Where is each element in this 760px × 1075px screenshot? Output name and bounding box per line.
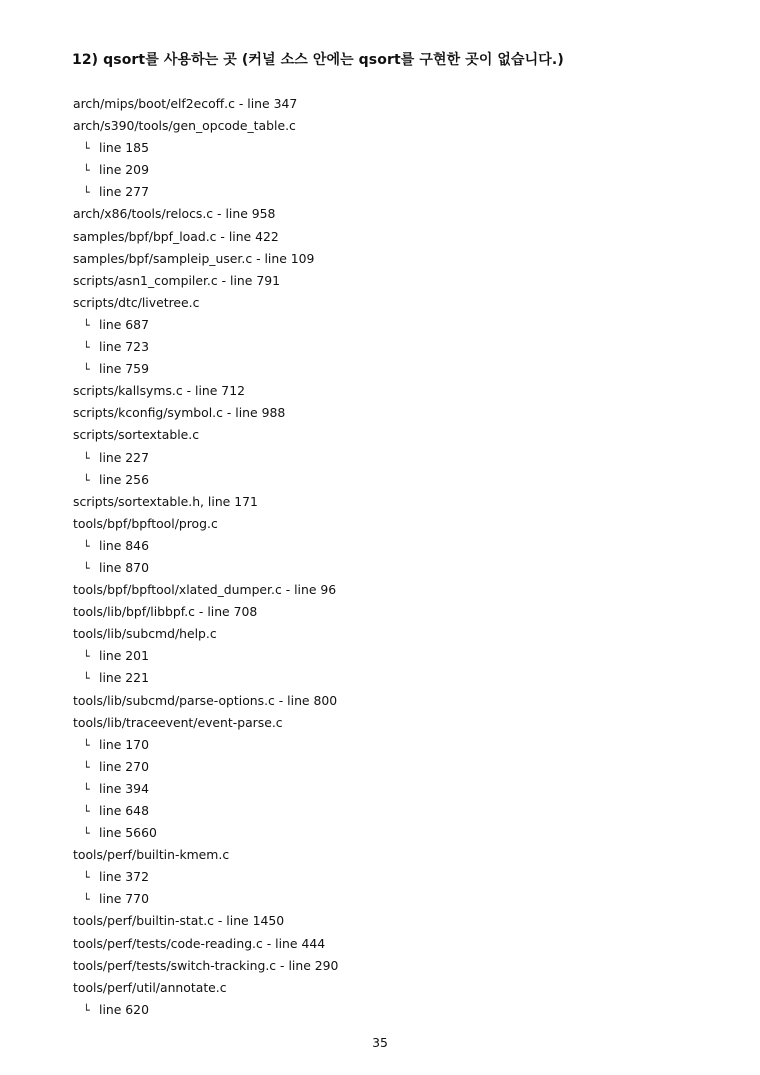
file-path-text: tools/perf/tests/code-reading.c - line 444 [73, 935, 326, 951]
qsort-usage-list [73, 93, 338, 1021]
tree-branch-glyph: └ [83, 341, 90, 355]
file-path-item [73, 424, 338, 446]
file-path-item [73, 248, 338, 270]
line-reference-text: line 759 [99, 361, 149, 377]
line-reference-item [73, 645, 338, 667]
file-path-item [73, 513, 338, 535]
line-reference-item [73, 358, 338, 380]
tree-branch-glyph: └ [83, 539, 90, 553]
file-path-text: samples/bpf/sampleip_user.c - line 109 [73, 250, 315, 266]
file-path-item [73, 402, 338, 424]
file-path-item [73, 115, 338, 137]
tree-branch-glyph: └ [83, 451, 90, 465]
file-path-text: tools/perf/builtin-stat.c - line 1450 [73, 913, 285, 929]
line-reference-item [73, 447, 338, 469]
file-path-item [73, 955, 338, 977]
line-reference-text: line 394 [99, 780, 149, 796]
line-reference-item [73, 667, 338, 689]
file-path-text: tools/perf/tests/switch-tracking.c - line 290 [73, 957, 339, 973]
file-path-item [73, 203, 338, 225]
line-reference-text: line 5660 [99, 825, 157, 841]
file-path-text: samples/bpf/bpf_load.c - line 422 [73, 228, 279, 244]
line-reference-item [73, 336, 338, 358]
file-path-item [73, 380, 338, 402]
file-path-item [73, 712, 338, 734]
file-path-item [73, 844, 338, 866]
tree-branch-glyph: └ [83, 650, 90, 664]
file-path-item [73, 910, 338, 932]
line-reference-item [73, 137, 338, 159]
file-path-item [73, 93, 338, 115]
file-path-item [73, 579, 338, 601]
file-path-text: arch/mips/boot/elf2ecoff.c - line 347 [73, 96, 298, 111]
line-reference-item [73, 181, 338, 203]
file-path-item [73, 226, 338, 248]
tree-branch-glyph: └ [83, 164, 90, 178]
file-path-text: scripts/kconfig/symbol.c - line 988 [73, 405, 286, 421]
line-reference-text: line 372 [99, 869, 149, 885]
page-number: 35 [372, 1035, 388, 1050]
tree-branch-glyph: └ [83, 827, 90, 841]
line-reference-text: line 620 [99, 1001, 149, 1017]
line-reference-item [73, 822, 338, 844]
line-reference-item [73, 778, 338, 800]
line-reference-text: line 270 [99, 758, 149, 774]
file-path-text: arch/x86/tools/relocs.c - line 958 [73, 206, 276, 222]
file-path-item [73, 491, 338, 513]
tree-branch-glyph: └ [83, 782, 90, 796]
tree-branch-glyph: └ [83, 805, 90, 818]
line-reference-text: line 770 [99, 891, 149, 907]
line-reference-item [73, 756, 338, 778]
line-reference-item [73, 159, 338, 181]
line-reference-text: line 846 [99, 537, 149, 553]
file-path-text: tools/perf/util/annotate.c [73, 979, 227, 995]
tree-branch-glyph: └ [83, 760, 90, 774]
section-heading: 12) qsort를 사용하는 곳 (커널 소스 안에는 qsort를 구현한 곳이 없습니다.) [72, 52, 564, 68]
line-reference-text: line 227 [99, 449, 149, 465]
line-reference-item [73, 866, 338, 888]
file-path-item [73, 977, 338, 999]
tree-branch-glyph: └ [83, 142, 90, 156]
file-path-text: tools/lib/bpf/libbpf.c - line 708 [73, 604, 258, 620]
file-path-text: scripts/asn1_compiler.c - line 791 [73, 272, 280, 288]
line-reference-item [73, 535, 338, 557]
tree-branch-glyph: └ [83, 363, 90, 377]
tree-branch-glyph: └ [83, 738, 90, 752]
line-reference-text: line 201 [99, 648, 149, 664]
file-path-text: scripts/sortextable.c [73, 427, 200, 443]
line-reference-item [73, 999, 338, 1021]
line-reference-item [73, 800, 338, 822]
tree-branch-glyph: └ [83, 871, 90, 885]
file-path-text: tools/bpf/bpftool/prog.c [73, 515, 218, 531]
file-path-text: tools/bpf/bpftool/xlated_dumper.c - line 96 [73, 582, 337, 598]
file-path-item [73, 933, 338, 955]
file-path-item [73, 270, 338, 292]
file-path-item [73, 690, 338, 712]
tree-branch-glyph: └ [83, 473, 90, 487]
line-reference-text: line 277 [99, 184, 149, 200]
file-path-text: arch/s390/tools/gen_opcode_table.c [73, 118, 296, 134]
file-path-text: tools/lib/subcmd/parse-options.c - line 800 [73, 692, 338, 708]
file-path-text: scripts/dtc/livetree.c [73, 294, 200, 310]
file-path-text: tools/perf/builtin-kmem.c [73, 847, 230, 863]
tree-branch-glyph: └ [83, 186, 90, 200]
file-path-text: tools/lib/subcmd/help.c [73, 626, 217, 642]
line-reference-text: line 870 [99, 559, 149, 575]
tree-branch-glyph: └ [83, 1003, 90, 1017]
line-reference-item [73, 314, 338, 336]
file-path-text: scripts/sortextable.h, line 171 [73, 493, 258, 509]
file-path-item [73, 623, 338, 645]
line-reference-text: line 170 [99, 736, 149, 752]
line-reference-text: line 256 [99, 471, 149, 487]
tree-branch-glyph: └ [83, 318, 90, 332]
tree-branch-glyph: └ [83, 672, 90, 686]
file-path-text: scripts/kallsyms.c - line 712 [73, 383, 245, 399]
tree-branch-glyph: └ [83, 893, 90, 907]
line-reference-text: line 185 [99, 140, 149, 156]
line-reference-item [73, 557, 338, 579]
file-path-item [73, 292, 338, 314]
line-reference-text: line 723 [99, 339, 149, 355]
line-reference-item [73, 734, 338, 756]
line-reference-text: line 209 [99, 162, 149, 178]
line-reference-text: line 687 [99, 316, 149, 332]
file-path-item [73, 601, 338, 623]
line-reference-text: line 221 [99, 670, 149, 686]
line-reference-text: line 648 [99, 803, 149, 818]
line-reference-item [73, 888, 338, 910]
line-reference-item [73, 469, 338, 491]
tree-branch-glyph: └ [83, 561, 90, 575]
file-path-text: tools/lib/traceevent/event-parse.c [73, 714, 283, 730]
